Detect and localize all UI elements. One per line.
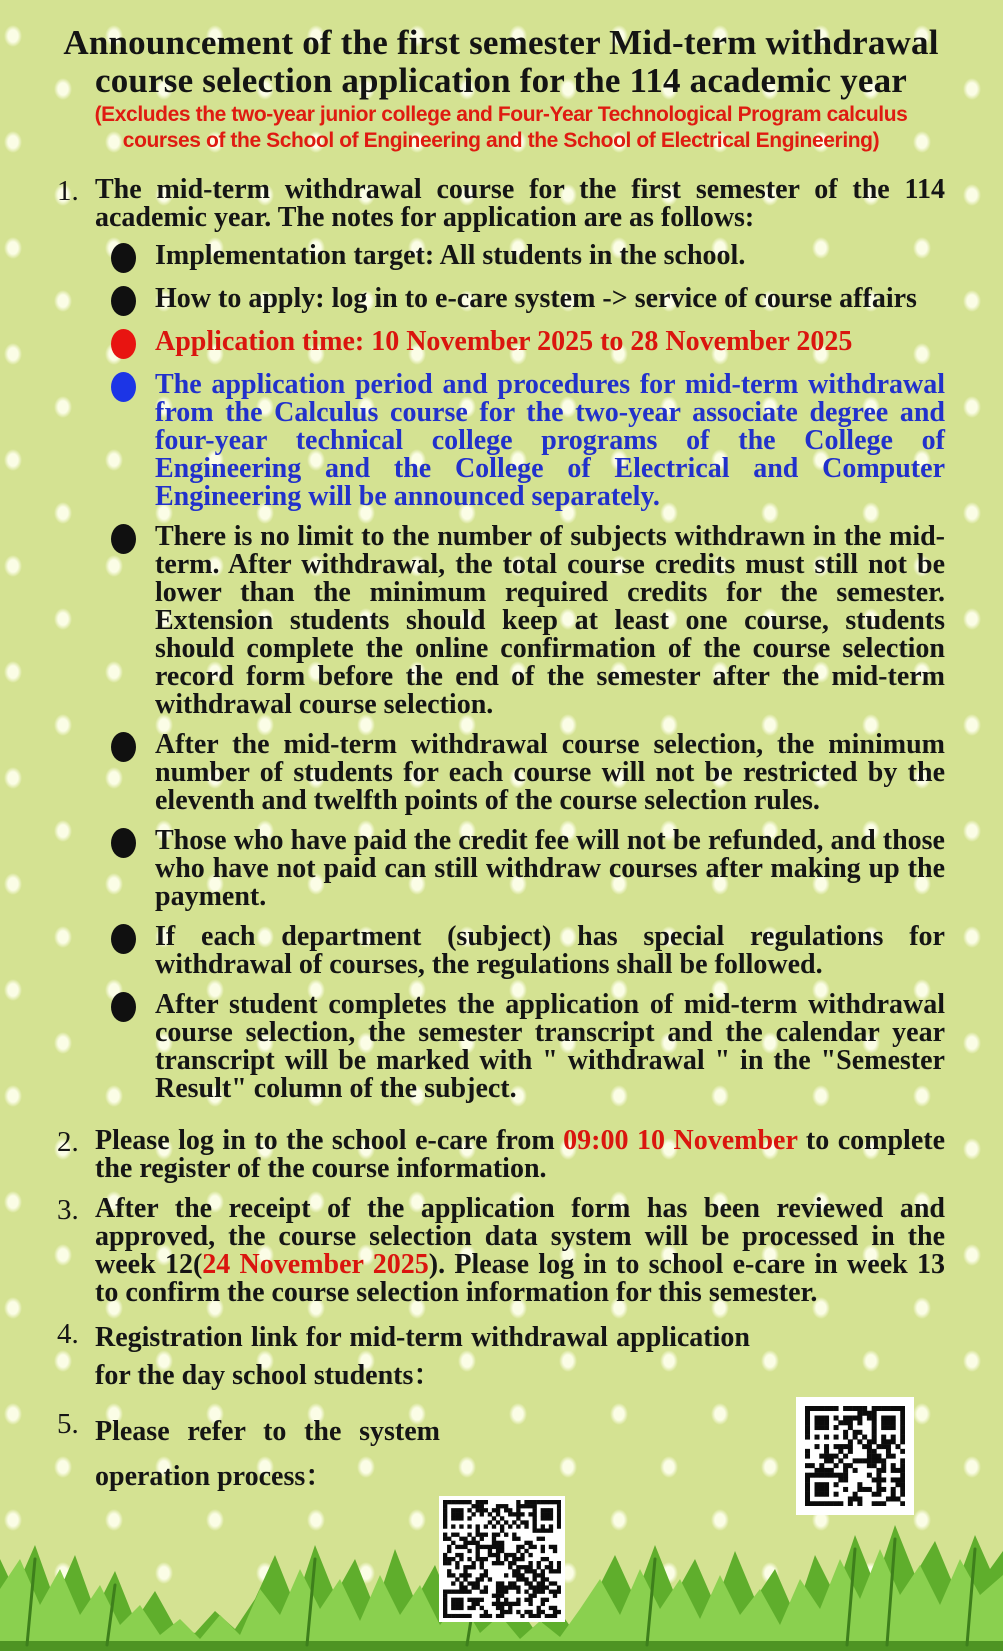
- item-2-highlight-date: 09:00 10 November: [563, 1125, 798, 1156]
- bullet-item: [111, 827, 945, 911]
- bullet-marker-icon: [111, 372, 136, 402]
- bullet-item: [111, 731, 945, 815]
- item-1-text: The mid-term withdrawal course for the first semester of the 114 academic year. The notes for application are as follows:: [95, 174, 945, 233]
- bullet-marker-icon: [111, 732, 136, 762]
- bullet-item: [111, 371, 945, 511]
- page-title: Announcement of the first semester Mid-term withdrawal course selection application for the 114 academic year: [63, 23, 939, 100]
- bullet-item: [111, 923, 945, 979]
- item-5-text: Please refer to the system operation process：: [95, 1416, 440, 1492]
- subtitle: (Excludes the two-year junior college and Four-Year Technological Program calculus courses of the School of Engineering and the School of Electrical Engineering): [94, 103, 908, 152]
- item-number: 4.: [57, 1318, 79, 1350]
- item-3-text-post: ). Please log in to school e-care in week 13 to confirm the course selection information for this semester.: [95, 1249, 945, 1308]
- item-3-highlight-date: 24 November 2025: [202, 1249, 429, 1280]
- bullet-marker-icon: [111, 828, 136, 858]
- item-4-text: Registration link for mid-term withdrawal application for the day school students：: [95, 1322, 750, 1391]
- bullet-marker-icon: [111, 286, 136, 316]
- bullet-item: [111, 242, 945, 273]
- bullet-marker-icon: [111, 243, 136, 273]
- bullet-marker-icon: [111, 524, 136, 554]
- item-3-text-pre: After the receipt of the application form has been reviewed and approved, the course selection data system will be processed in the week 12(: [95, 1193, 945, 1280]
- bullet-text: Those who have paid the credit fee will not be refunded, and those who have not paid can still withdraw courses after making up the payment.: [155, 825, 945, 912]
- item-number: 2.: [57, 1126, 79, 1158]
- item-3-text: [95, 1195, 945, 1307]
- item-2-text-post: to complete the register of the course information.: [95, 1125, 945, 1184]
- bullet-text: The application period and procedures for mid-term withdrawal from the Calculus course for the two-year associate degree and four-year technical college programs of the College of Engineering and the College of Electrical and Computer Engineering will be announced separately.: [155, 369, 945, 512]
- item-2-text: [95, 1127, 945, 1183]
- bullet-item: [111, 991, 945, 1103]
- list-item-3: [57, 1195, 945, 1307]
- item-number: 1.: [57, 175, 79, 207]
- bullet-marker-icon: [111, 992, 136, 1022]
- registration-qr-code: [796, 1397, 914, 1515]
- bullet-text: There is no limit to the number of subjects withdrawn in the mid-term. After withdrawal, the total course credits must still not be lower than the minimum required credits for the semester. Extension students should keep at least one course, students should complete the online confirmation of the course selection record form before the end of the semester after the mid-term withdrawal course selection.: [155, 521, 945, 720]
- bullet-text: If each department (subject) has special regulations for withdrawal of courses, the regulations shall be followed.: [155, 921, 945, 980]
- bullet-marker-icon: [111, 329, 136, 359]
- item-2-text-pre: Please log in to the school e-care from: [95, 1125, 564, 1156]
- bullet-item: [111, 285, 945, 316]
- bullet-list: [111, 242, 945, 1103]
- bullet-text: Application time: 10 November 2025 to 28 November 2025: [155, 326, 853, 357]
- list-item-1: [57, 176, 945, 1115]
- operation-process-qr-code: [439, 1496, 565, 1622]
- list-item-2: [57, 1127, 945, 1183]
- bullet-item: [111, 328, 945, 359]
- bullet-marker-icon: [111, 924, 136, 954]
- item-number: 3.: [57, 1194, 79, 1226]
- bullet-text: Implementation target: All students in the school.: [155, 240, 746, 271]
- item-number: 5.: [57, 1408, 79, 1440]
- bullet-text: After the mid-term withdrawal course selection, the minimum number of students for each course will not be restricted by the eleventh and twelfth points of the course selection rules.: [155, 729, 945, 816]
- bullet-item: [111, 523, 945, 719]
- bullet-text: After student completes the application of mid-term withdrawal course selection, the semester transcript and the calendar year transcript will be marked with " withdrawal " in the "Semester Result" column of the subject.: [155, 989, 945, 1104]
- list-item-4: [57, 1319, 945, 1395]
- bullet-text: How to apply: log in to e-care system -> service of course affairs: [155, 283, 917, 314]
- numbered-list: [57, 176, 945, 1499]
